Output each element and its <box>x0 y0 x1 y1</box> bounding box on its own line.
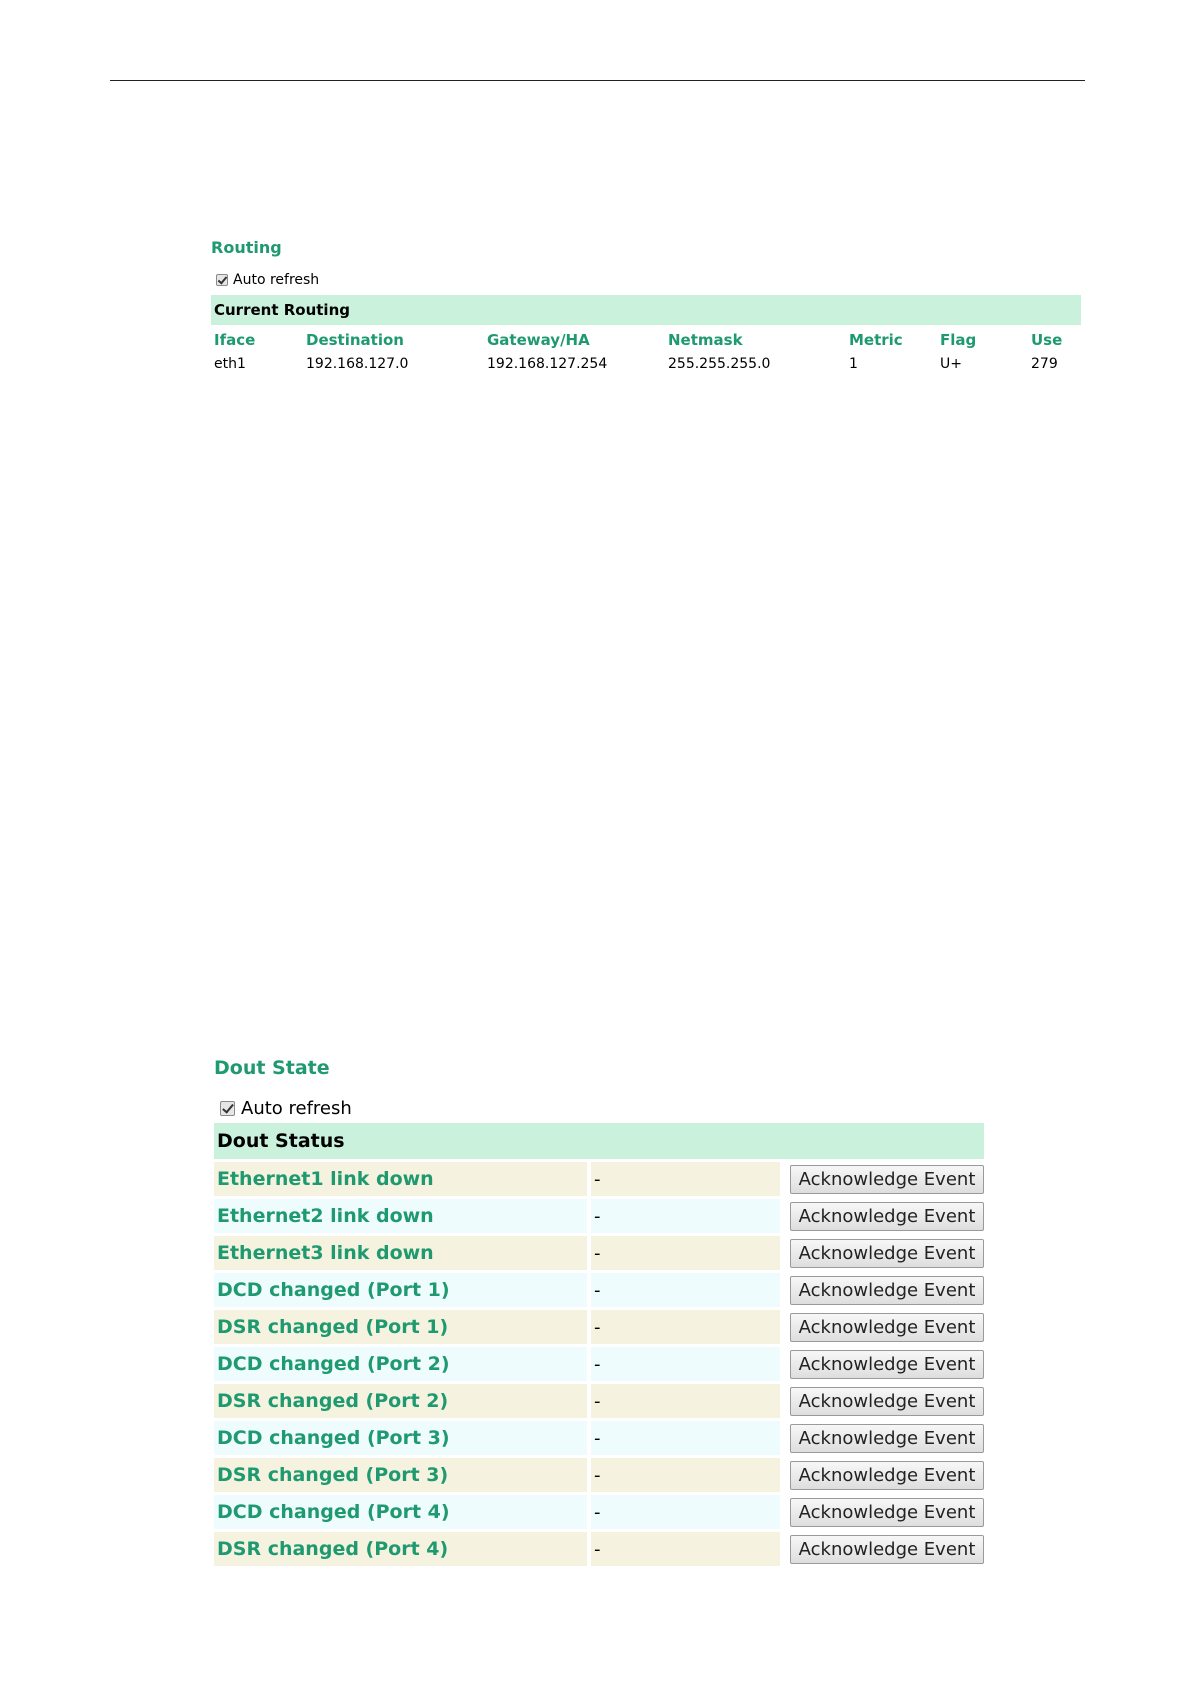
acknowledge-event-button[interactable]: Acknowledge Event <box>790 1498 984 1527</box>
col-gateway: Gateway/HA <box>487 331 590 349</box>
col-metric: Metric <box>849 331 903 349</box>
event-label: Ethernet1 link down <box>214 1162 591 1196</box>
acknowledge-event-button[interactable]: Acknowledge Event <box>790 1202 984 1231</box>
event-label: Ethernet2 link down <box>214 1199 591 1233</box>
acknowledge-event-button[interactable]: Acknowledge Event <box>790 1387 984 1416</box>
cell-netmask: 255.255.255.0 <box>668 356 771 372</box>
routing-auto-refresh[interactable] <box>211 271 1081 288</box>
routing-title: Routing <box>211 238 282 257</box>
cell-use: 279 <box>1031 356 1058 372</box>
event-value: - <box>591 1532 784 1566</box>
dout-panel <box>214 1055 984 1569</box>
table-row <box>214 1458 984 1492</box>
event-value: - <box>591 1384 784 1418</box>
col-destination: Destination <box>306 331 404 349</box>
dout-title: Dout State <box>214 1057 330 1079</box>
table-row <box>214 1347 984 1381</box>
acknowledge-event-button[interactable]: Acknowledge Event <box>790 1424 984 1453</box>
table-row <box>214 1162 984 1196</box>
table-row <box>214 1199 984 1233</box>
acknowledge-event-button[interactable]: Acknowledge Event <box>790 1276 984 1305</box>
table-row <box>214 1495 984 1529</box>
cell-metric: 1 <box>849 356 858 372</box>
col-iface: Iface <box>214 331 256 349</box>
routing-table <box>211 328 1081 376</box>
routing-auto-refresh-label: Auto refresh <box>233 271 320 288</box>
event-value: - <box>591 1495 784 1529</box>
cell-flag: U+ <box>940 356 962 372</box>
table-row <box>211 352 1081 376</box>
dout-status-table <box>214 1159 984 1569</box>
col-flag: Flag <box>940 331 977 349</box>
dout-status-header: Dout Status <box>214 1123 984 1159</box>
acknowledge-event-button[interactable]: Acknowledge Event <box>790 1313 984 1342</box>
acknowledge-event-button[interactable]: Acknowledge Event <box>790 1350 984 1379</box>
table-row <box>214 1532 984 1566</box>
page-header-rule <box>110 80 1085 81</box>
event-label: DSR changed (Port 3) <box>214 1458 591 1492</box>
table-row <box>214 1236 984 1270</box>
acknowledge-event-button[interactable]: Acknowledge Event <box>790 1535 984 1564</box>
acknowledge-event-button[interactable]: Acknowledge Event <box>790 1239 984 1268</box>
event-value: - <box>591 1199 784 1233</box>
col-use: Use <box>1031 331 1063 349</box>
routing-auto-refresh-checkbox[interactable] <box>216 274 228 286</box>
dout-auto-refresh-label: Auto refresh <box>241 1097 352 1119</box>
cell-gateway: 192.168.127.254 <box>487 356 608 372</box>
event-value: - <box>591 1162 784 1196</box>
table-row <box>214 1421 984 1455</box>
event-label: DCD changed (Port 3) <box>214 1421 591 1455</box>
event-value: - <box>591 1273 784 1307</box>
event-label: DCD changed (Port 1) <box>214 1273 591 1307</box>
event-label: DSR changed (Port 2) <box>214 1384 591 1418</box>
event-label: DSR changed (Port 1) <box>214 1310 591 1344</box>
event-value: - <box>591 1347 784 1381</box>
acknowledge-event-button[interactable]: Acknowledge Event <box>790 1461 984 1490</box>
cell-destination: 192.168.127.0 <box>306 356 409 372</box>
event-label: Ethernet3 link down <box>214 1236 591 1270</box>
acknowledge-event-button[interactable]: Acknowledge Event <box>790 1165 984 1194</box>
cell-iface: eth1 <box>214 356 246 372</box>
current-routing-header: Current Routing <box>211 295 1081 325</box>
col-netmask: Netmask <box>668 331 743 349</box>
event-label: DSR changed (Port 4) <box>214 1532 591 1566</box>
event-value: - <box>591 1458 784 1492</box>
table-row <box>214 1310 984 1344</box>
event-value: - <box>591 1310 784 1344</box>
event-label: DCD changed (Port 4) <box>214 1495 591 1529</box>
table-row <box>214 1384 984 1418</box>
routing-panel <box>211 236 1081 376</box>
event-value: - <box>591 1421 784 1455</box>
event-value: - <box>591 1236 784 1270</box>
routing-table-header <box>211 328 1081 352</box>
event-label: DCD changed (Port 2) <box>214 1347 591 1381</box>
table-row <box>214 1273 984 1307</box>
dout-auto-refresh[interactable] <box>214 1097 984 1119</box>
dout-auto-refresh-checkbox[interactable] <box>220 1101 235 1116</box>
